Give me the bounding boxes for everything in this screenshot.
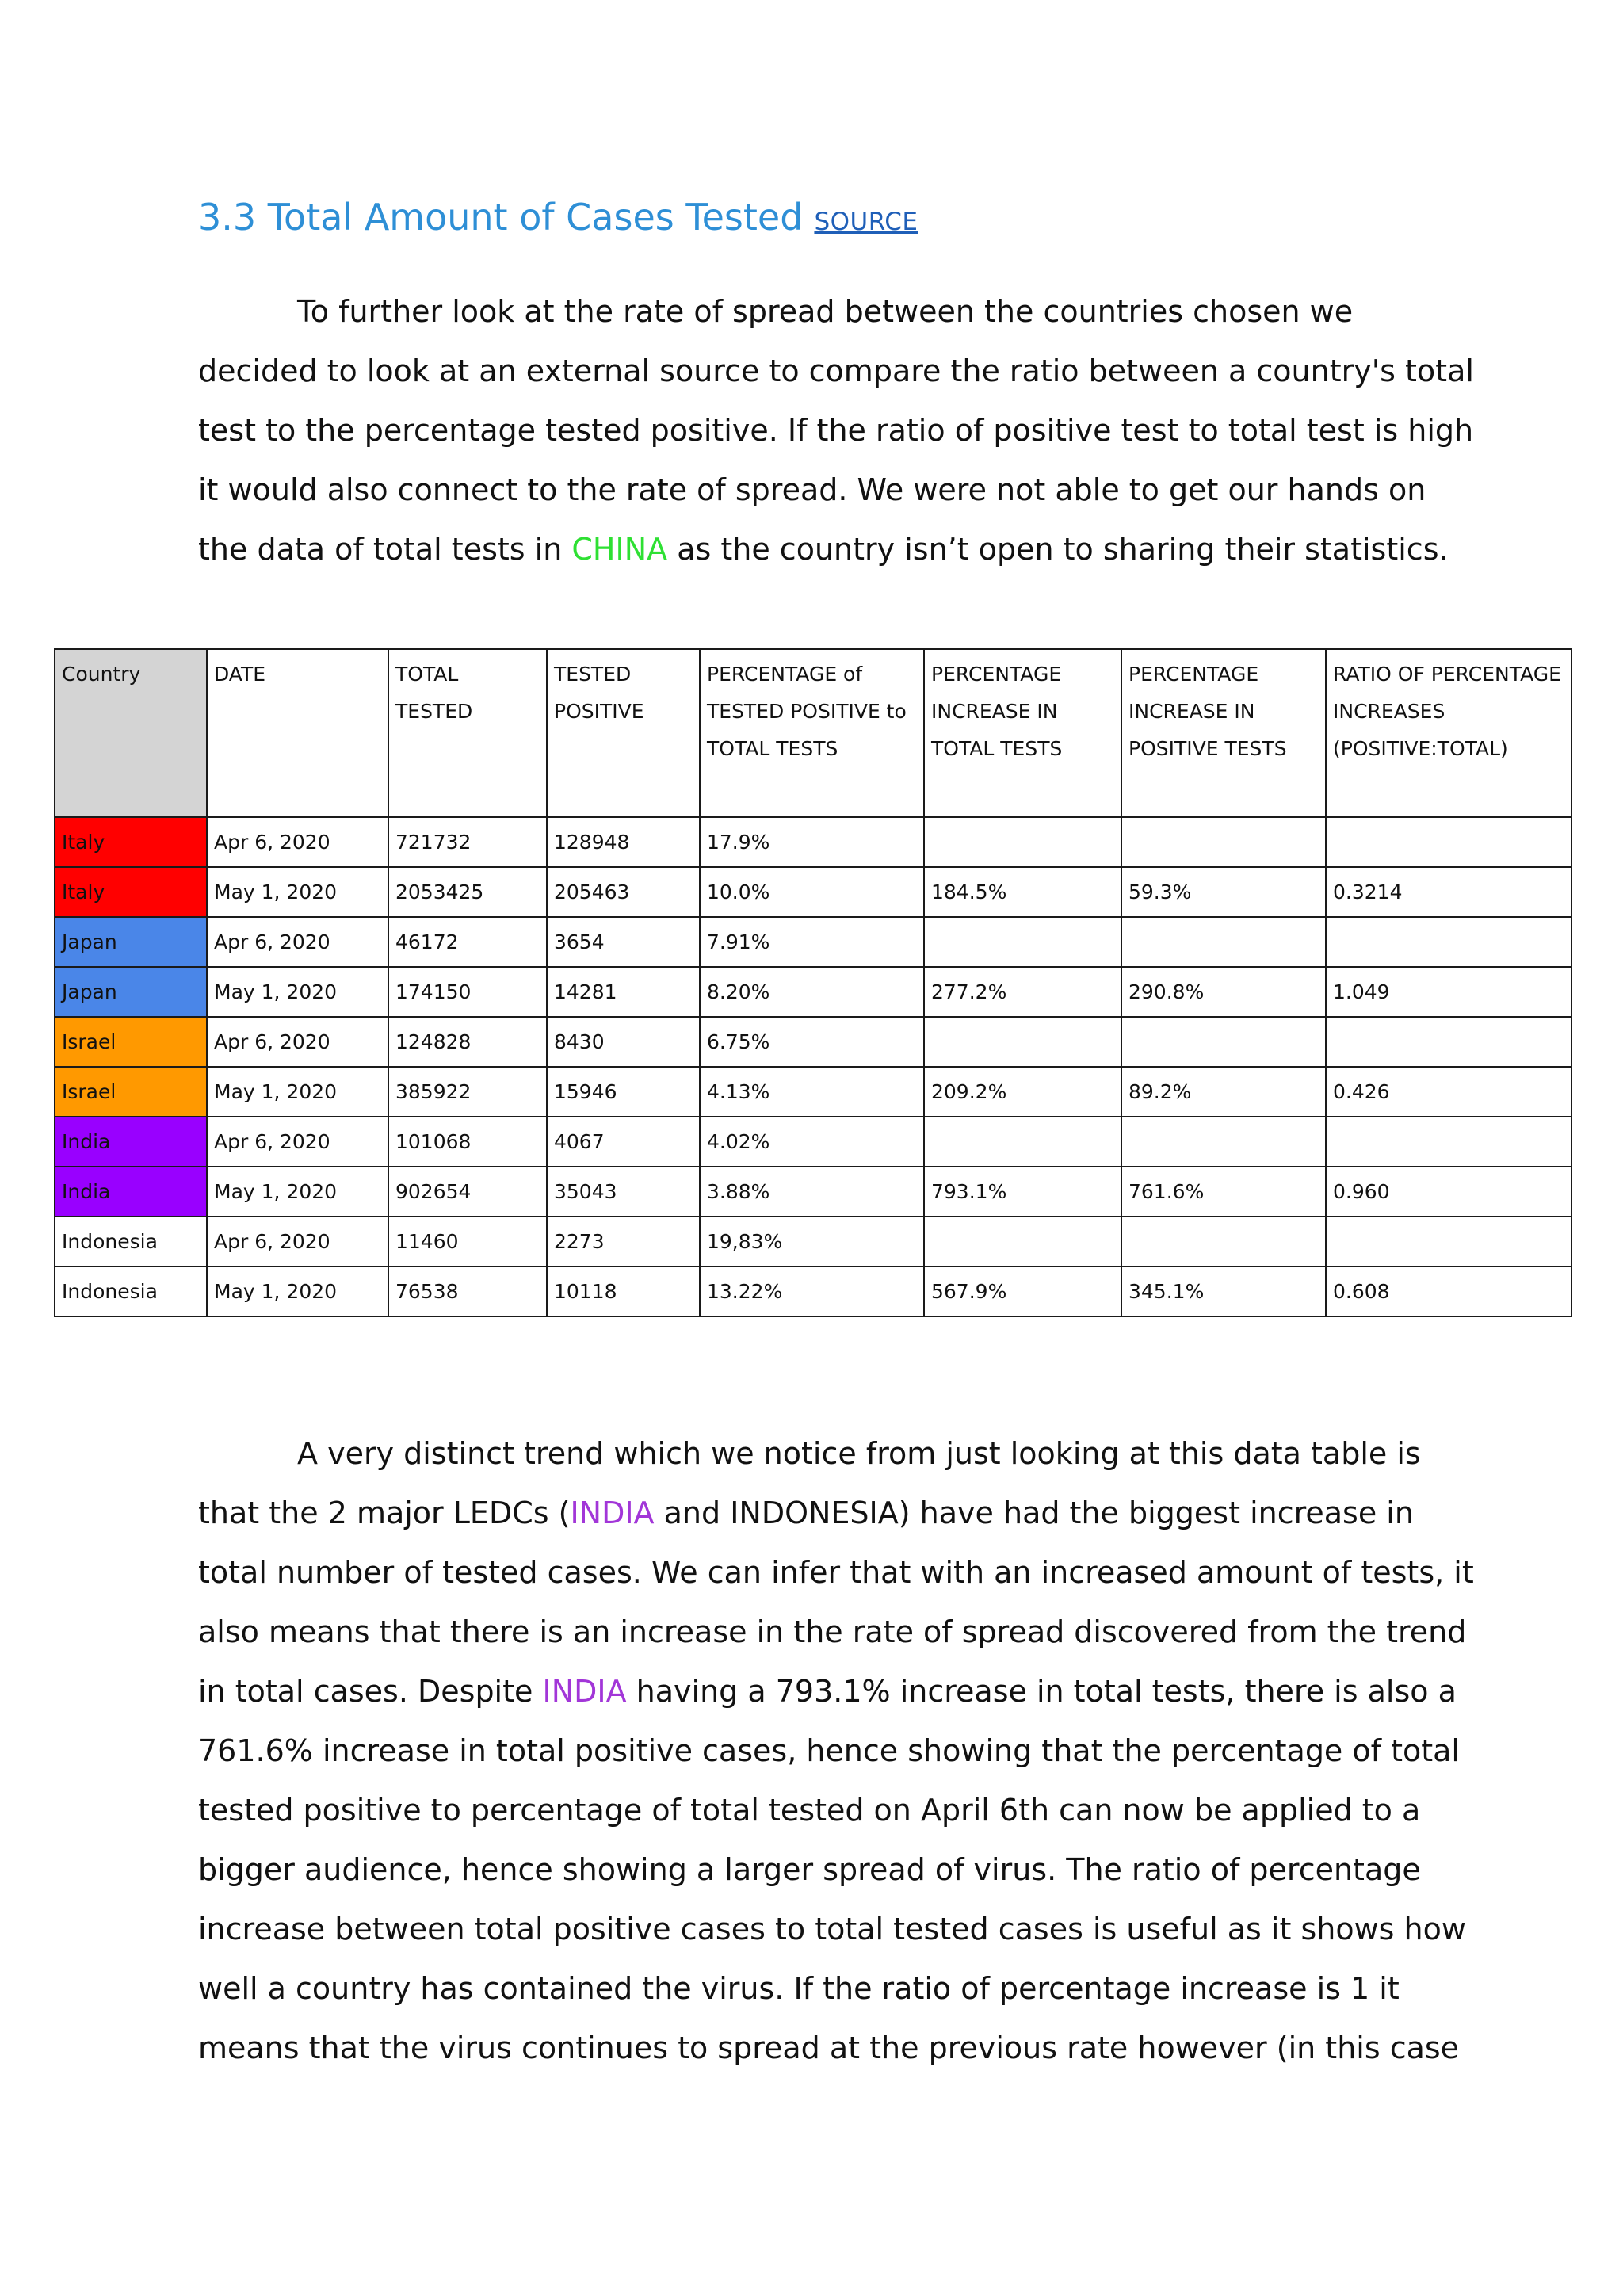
table-row xyxy=(55,817,1571,867)
tested-positive-cell: 205463 xyxy=(547,867,700,917)
increase-positive-cell xyxy=(1121,1117,1326,1167)
date-cell: May 1, 2020 xyxy=(207,1167,388,1217)
increase-positive-cell xyxy=(1121,1017,1326,1067)
header-date: DATE xyxy=(207,649,388,817)
total-tested-cell: 46172 xyxy=(388,917,547,967)
text-line: bigger audience, hence showing a larger spread of virus. The ratio of percentage xyxy=(198,1852,1421,1887)
header-tested-positive: TESTED POSITIVE xyxy=(547,649,700,817)
text-line: A very distinct trend which we notice from just looking at this data table is xyxy=(297,1436,1421,1471)
table-row xyxy=(55,1067,1571,1117)
total-tested-cell: 385922 xyxy=(388,1067,547,1117)
total-tested-cell: 101068 xyxy=(388,1117,547,1167)
increase-positive-cell xyxy=(1121,1217,1326,1266)
percentage-cell: 10.0% xyxy=(700,867,924,917)
country-cell: India xyxy=(55,1167,207,1217)
increase-total-cell xyxy=(924,817,1121,867)
table-row xyxy=(55,917,1571,967)
intro-paragraph xyxy=(198,282,1474,579)
country-cell: India xyxy=(55,1117,207,1167)
country-cell: Japan xyxy=(55,967,207,1017)
tested-positive-cell: 14281 xyxy=(547,967,700,1017)
ratio-cell xyxy=(1326,1217,1571,1266)
ratio-cell xyxy=(1326,917,1571,967)
tested-positive-cell: 35043 xyxy=(547,1167,700,1217)
total-tested-cell: 174150 xyxy=(388,967,547,1017)
percentage-cell: 3.88% xyxy=(700,1167,924,1217)
ratio-cell: 1.049 xyxy=(1326,967,1571,1017)
ratio-cell: 0.960 xyxy=(1326,1167,1571,1217)
text-line: means that the virus continues to spread at the previous rate however (in this case xyxy=(198,2030,1460,2065)
header-country: Country xyxy=(55,649,207,817)
text-line: in total cases. Despite INDIA having a 793.1% increase in total tests, there is also a xyxy=(198,1674,1457,1709)
ratio-cell xyxy=(1326,1017,1571,1067)
ratio-cell xyxy=(1326,1117,1571,1167)
header-ratio: RATIO OF PERCENTAGE INCREASES (POSITIVE:TOTAL) xyxy=(1326,649,1571,817)
country-cell: Israel xyxy=(55,1067,207,1117)
text-line: that the 2 major LEDCs (INDIA and INDONESIA) have had the biggest increase in xyxy=(198,1496,1414,1530)
tested-positive-cell: 3654 xyxy=(547,917,700,967)
header-increase-total: PERCENTAGE INCREASE IN TOTAL TESTS xyxy=(924,649,1121,817)
percentage-cell: 4.13% xyxy=(700,1067,924,1117)
date-cell: Apr 6, 2020 xyxy=(207,1217,388,1266)
percentage-cell: 19,83% xyxy=(700,1217,924,1266)
text-line: decided to look at an external source to compare the ratio between a country's total xyxy=(198,353,1474,388)
percentage-cell: 8.20% xyxy=(700,967,924,1017)
increase-total-cell xyxy=(924,917,1121,967)
increase-total-cell: 567.9% xyxy=(924,1266,1121,1316)
percentage-cell: 6.75% xyxy=(700,1017,924,1067)
analysis-paragraph xyxy=(198,1424,1474,2078)
header-percentage-positive: PERCENTAGE of TESTED POSITIVE to TOTAL TESTS xyxy=(700,649,924,817)
increase-total-cell: 209.2% xyxy=(924,1067,1121,1117)
table-row xyxy=(55,1217,1571,1266)
table-row xyxy=(55,1167,1571,1217)
date-cell: Apr 6, 2020 xyxy=(207,917,388,967)
date-cell: Apr 6, 2020 xyxy=(207,1017,388,1067)
percentage-cell: 7.91% xyxy=(700,917,924,967)
table-row xyxy=(55,967,1571,1017)
country-cell: Japan xyxy=(55,917,207,967)
header-total-tested: TOTAL TESTED xyxy=(388,649,547,817)
increase-positive-cell: 290.8% xyxy=(1121,967,1326,1017)
ratio-cell xyxy=(1326,817,1571,867)
text-line: also means that there is an increase in the rate of spread discovered from the trend xyxy=(198,1614,1467,1649)
text-line: total number of tested cases. We can infer that with an increased amount of tests, it xyxy=(198,1555,1474,1590)
increase-total-cell: 793.1% xyxy=(924,1167,1121,1217)
text-line: 761.6% increase in total positive cases, hence showing that the percentage of total xyxy=(198,1733,1460,1768)
text-line: increase between total positive cases to total tested cases is useful as it shows how xyxy=(198,1912,1466,1946)
country-cell: Indonesia xyxy=(55,1217,207,1266)
percentage-cell: 17.9% xyxy=(700,817,924,867)
country-cell: Italy xyxy=(55,817,207,867)
date-cell: May 1, 2020 xyxy=(207,1067,388,1117)
tested-positive-cell: 8430 xyxy=(547,1017,700,1067)
increase-positive-cell: 761.6% xyxy=(1121,1167,1326,1217)
increase-total-cell xyxy=(924,1117,1121,1167)
increase-positive-cell: 59.3% xyxy=(1121,867,1326,917)
date-cell: Apr 6, 2020 xyxy=(207,817,388,867)
date-cell: May 1, 2020 xyxy=(207,1266,388,1316)
table-row xyxy=(55,867,1571,917)
increase-total-cell xyxy=(924,1017,1121,1067)
total-tested-cell: 902654 xyxy=(388,1167,547,1217)
percentage-cell: 4.02% xyxy=(700,1117,924,1167)
increase-positive-cell xyxy=(1121,917,1326,967)
increase-positive-cell: 89.2% xyxy=(1121,1067,1326,1117)
source-link[interactable]: SOURCE xyxy=(814,208,918,236)
date-cell: Apr 6, 2020 xyxy=(207,1117,388,1167)
text-line: it would also connect to the rate of spread. We were not able to get our hands on xyxy=(198,472,1426,507)
table-row xyxy=(55,1266,1571,1316)
total-tested-cell: 11460 xyxy=(388,1217,547,1266)
increase-total-cell xyxy=(924,1217,1121,1266)
tested-positive-cell: 128948 xyxy=(547,817,700,867)
tested-positive-cell: 4067 xyxy=(547,1117,700,1167)
text-line: the data of total tests in CHINA as the country isn’t open to sharing their statistics. xyxy=(198,532,1449,567)
tested-positive-cell: 2273 xyxy=(547,1217,700,1266)
tested-positive-cell: 10118 xyxy=(547,1266,700,1316)
increase-total-cell: 277.2% xyxy=(924,967,1121,1017)
ratio-cell: 0.608 xyxy=(1326,1266,1571,1316)
india-highlight: INDIA xyxy=(542,1674,627,1709)
test-data-table xyxy=(54,648,1572,1317)
india-highlight: INDIA xyxy=(570,1496,655,1530)
increase-total-cell: 184.5% xyxy=(924,867,1121,917)
section-title: 3.3 Total Amount of Cases Tested xyxy=(198,196,804,239)
china-highlight: CHINA xyxy=(571,532,668,567)
text-line: test to the percentage tested positive. If the ratio of positive test to total test is high xyxy=(198,413,1474,448)
section-heading xyxy=(198,192,918,247)
total-tested-cell: 124828 xyxy=(388,1017,547,1067)
ratio-cell: 0.3214 xyxy=(1326,867,1571,917)
country-cell: Indonesia xyxy=(55,1266,207,1316)
text-line: To further look at the rate of spread between the countries chosen we xyxy=(297,294,1354,329)
country-cell: Italy xyxy=(55,867,207,917)
table-header-row xyxy=(55,649,1571,817)
ratio-cell: 0.426 xyxy=(1326,1067,1571,1117)
total-tested-cell: 76538 xyxy=(388,1266,547,1316)
date-cell: May 1, 2020 xyxy=(207,867,388,917)
text-line: tested positive to percentage of total tested on April 6th can now be applied to a xyxy=(198,1793,1421,1828)
total-tested-cell: 2053425 xyxy=(388,867,547,917)
increase-positive-cell: 345.1% xyxy=(1121,1266,1326,1316)
tested-positive-cell: 15946 xyxy=(547,1067,700,1117)
total-tested-cell: 721732 xyxy=(388,817,547,867)
table-row xyxy=(55,1017,1571,1067)
country-cell: Israel xyxy=(55,1017,207,1067)
text-line: well a country has contained the virus. If the ratio of percentage increase is 1 it xyxy=(198,1971,1400,2006)
table-row xyxy=(55,1117,1571,1167)
increase-positive-cell xyxy=(1121,817,1326,867)
header-increase-positive: PERCENTAGE INCREASE IN POSITIVE TESTS xyxy=(1121,649,1326,817)
date-cell: May 1, 2020 xyxy=(207,967,388,1017)
percentage-cell: 13.22% xyxy=(700,1266,924,1316)
